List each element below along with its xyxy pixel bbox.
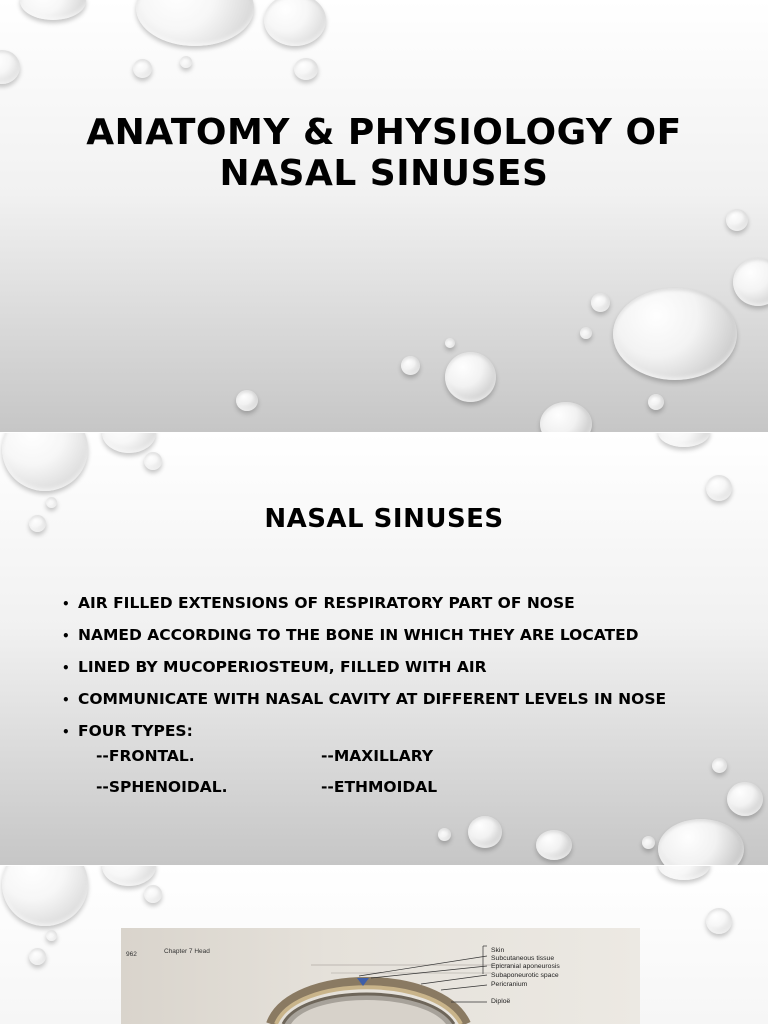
bullet-icon: •: [62, 693, 70, 707]
sinus-type-ethmoidal: --ETHMOIDAL: [321, 778, 438, 796]
water-drop-decoration: [144, 452, 162, 470]
water-drop-decoration: [540, 402, 592, 432]
sinus-type-maxillary: --MAXILLARY: [321, 747, 434, 765]
page-number: 962: [126, 951, 137, 958]
anatomy-label: Subaponeurotic space: [491, 972, 559, 979]
list-item: • LINED BY MUCOPERIOSTEUM, FILLED WITH AIR: [62, 652, 666, 684]
slide-title: ANATOMY & PHYSIOLOGY OF NASAL SINUSES: [86, 112, 682, 194]
list-item: • FOUR TYPES:: [62, 716, 666, 748]
list-item: • AIR FILLED EXTENSIONS OF RESPIRATORY PART OF NOSE: [62, 588, 666, 620]
water-drop-decoration: [726, 209, 748, 231]
water-drop-decoration: [136, 0, 254, 46]
anatomy-label: Pericranium: [491, 981, 528, 988]
water-drop-decoration: [2, 433, 88, 491]
anatomy-label: Skin: [491, 947, 505, 954]
water-drop-decoration: [706, 475, 732, 501]
water-drop-decoration: [438, 828, 451, 841]
anatomy-scan-image: [121, 928, 640, 1024]
slide-title: NASAL SINUSES: [264, 504, 504, 534]
bullet-icon: •: [62, 725, 70, 739]
water-drop-decoration: [536, 830, 572, 860]
water-drop-decoration: [580, 327, 592, 339]
water-drop-decoration: [648, 394, 664, 410]
sinus-type-frontal: --FRONTAL.: [96, 747, 195, 765]
anatomy-label: Diploë: [491, 998, 511, 1005]
sinus-type-sphenoidal: --SPHENOIDAL.: [96, 778, 228, 796]
water-drop-decoration: [658, 819, 744, 865]
water-drop-decoration: [445, 338, 455, 348]
water-drop-decoration: [642, 836, 655, 849]
sinus-types: [96, 741, 437, 803]
bullet-list: [62, 588, 666, 748]
types-row: [96, 772, 437, 803]
water-drop-decoration: [658, 433, 710, 447]
water-drop-decoration: [658, 866, 710, 880]
water-drop-decoration: [468, 816, 502, 848]
anatomy-label: Subcutaneous tissue: [491, 955, 555, 962]
water-drop-decoration: [29, 515, 46, 532]
water-drop-decoration: [733, 258, 768, 306]
image-slide: [0, 866, 768, 1024]
chapter-heading: Chapter 7 Head: [164, 948, 210, 955]
water-drop-decoration: [133, 59, 152, 78]
water-drop-decoration: [712, 758, 727, 773]
bullet-icon: •: [62, 661, 70, 675]
water-drop-decoration: [46, 497, 57, 508]
water-drop-decoration: [2, 866, 88, 926]
water-drop-decoration: [591, 293, 610, 312]
title-slide: [0, 0, 768, 432]
content-slide: [0, 433, 768, 865]
water-drop-decoration: [294, 58, 318, 80]
list-item: • NAMED ACCORDING TO THE BONE IN WHICH THEY ARE LOCATED: [62, 620, 666, 652]
water-drop-decoration: [727, 782, 763, 816]
skull-cross-section-illustration: [121, 928, 640, 1024]
water-drop-decoration: [445, 352, 496, 402]
water-drop-decoration: [46, 930, 57, 941]
water-drop-decoration: [102, 866, 156, 886]
water-drop-decoration: [236, 390, 258, 411]
anatomy-label: Epicranial aponeurosis: [491, 963, 560, 970]
water-drop-decoration: [144, 885, 162, 903]
water-drop-decoration: [613, 288, 737, 380]
water-drop-decoration: [401, 356, 420, 375]
bullet-icon: •: [62, 597, 70, 611]
water-drop-decoration: [706, 908, 732, 934]
types-row: [96, 741, 437, 772]
water-drop-decoration: [180, 56, 192, 68]
water-drop-decoration: [264, 0, 326, 46]
bullet-icon: •: [62, 629, 70, 643]
list-item: • COMMUNICATE WITH NASAL CAVITY AT DIFFERENT LEVELS IN NOSE: [62, 684, 666, 716]
water-drop-decoration: [20, 0, 86, 20]
water-drop-decoration: [29, 948, 46, 965]
water-drop-decoration: [0, 50, 20, 84]
water-drop-decoration: [102, 433, 156, 453]
